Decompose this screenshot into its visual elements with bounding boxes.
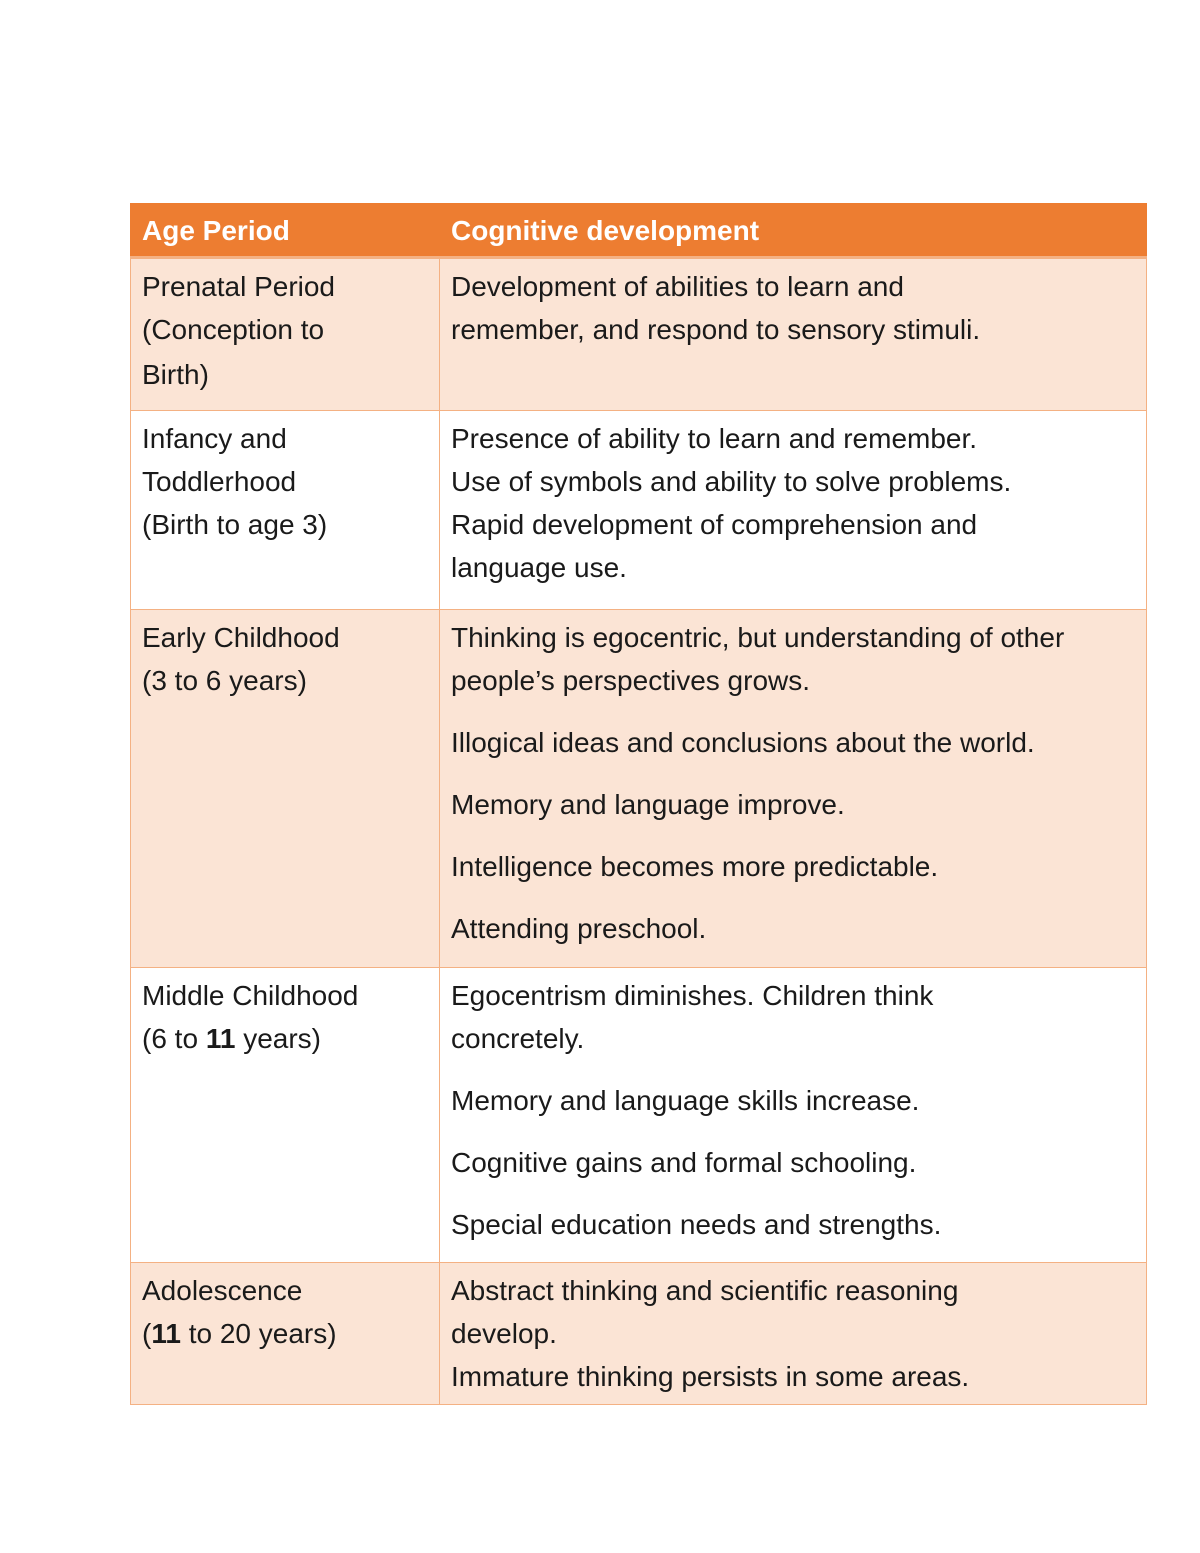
description-paragraph: Cognitive gains and formal schooling. bbox=[451, 1147, 917, 1178]
period-text: Adolescence bbox=[142, 1275, 303, 1306]
period-text: Early Childhood bbox=[142, 622, 340, 653]
period-text: (Birth to age 3) bbox=[142, 509, 328, 540]
description-paragraph: Illogical ideas and conclusions about the world. bbox=[451, 727, 1035, 758]
description-cell bbox=[440, 968, 1147, 1263]
table-row bbox=[131, 610, 1147, 968]
period-range-close: to 20 years) bbox=[180, 1318, 337, 1349]
age-period-cell bbox=[131, 1263, 440, 1405]
description-paragraph: Memory and language skills increase. bbox=[451, 1085, 920, 1116]
table-row bbox=[131, 1263, 1147, 1405]
description-text: Abstract thinking and scientific reasoning bbox=[451, 1275, 959, 1306]
period-text: (Conception to bbox=[142, 314, 325, 345]
description-text: Immature thinking persists in some areas. bbox=[451, 1361, 970, 1392]
description-cell bbox=[440, 258, 1147, 411]
description-text: Rapid development of comprehension and bbox=[451, 509, 978, 540]
description-text: Presence of ability to learn and remember. bbox=[451, 423, 978, 454]
age-period-cell bbox=[131, 258, 440, 411]
period-text: Middle Childhood bbox=[142, 980, 359, 1011]
period-text: Birth) bbox=[142, 359, 209, 390]
description-paragraph: Attending preschool. bbox=[451, 913, 707, 944]
period-text: (3 to 6 years) bbox=[142, 665, 307, 696]
description-paragraph: Egocentrism diminishes. Children think concretely. bbox=[451, 980, 934, 1054]
table-row bbox=[131, 968, 1147, 1263]
period-range-open: (6 to bbox=[142, 1023, 206, 1054]
description-text: develop. bbox=[451, 1318, 557, 1349]
description-cell bbox=[440, 610, 1147, 968]
header-cognitive-development: Cognitive development bbox=[440, 204, 1147, 258]
period-text: Infancy and bbox=[142, 423, 287, 454]
period-range bbox=[142, 1312, 428, 1355]
age-period-cell bbox=[131, 610, 440, 968]
period-text: Prenatal Period bbox=[142, 271, 336, 302]
header-age-period: Age Period bbox=[131, 204, 440, 258]
table-row bbox=[131, 411, 1147, 610]
period-range-bold-number: 11 bbox=[205, 1023, 236, 1054]
period-range bbox=[142, 1017, 428, 1060]
table-header-row bbox=[131, 204, 1147, 258]
description-text: language use. bbox=[451, 552, 627, 583]
period-range-close: years) bbox=[235, 1023, 321, 1054]
description-cell bbox=[440, 1263, 1147, 1405]
description-paragraph: Memory and language improve. bbox=[451, 789, 845, 820]
description-paragraph: Special education needs and strengths. bbox=[451, 1209, 942, 1240]
period-range-bold-number: 11 bbox=[151, 1318, 181, 1349]
description-paragraph: Intelligence becomes more predictable. bbox=[451, 851, 939, 882]
description-paragraph: Thinking is egocentric, but understanding of other people’s perspectives grows. bbox=[451, 622, 1065, 696]
age-period-cell bbox=[131, 968, 440, 1263]
table-row bbox=[131, 258, 1147, 411]
cognitive-development-table bbox=[130, 203, 1147, 1405]
description-text: remember, and respond to sensory stimuli. bbox=[451, 314, 981, 345]
period-range-open: ( bbox=[142, 1318, 152, 1349]
description-text: Use of symbols and ability to solve problems. bbox=[451, 466, 1012, 497]
description-cell bbox=[440, 411, 1147, 610]
age-period-cell bbox=[131, 411, 440, 610]
period-text: Toddlerhood bbox=[142, 466, 297, 497]
description-text: Development of abilities to learn and bbox=[451, 271, 904, 302]
